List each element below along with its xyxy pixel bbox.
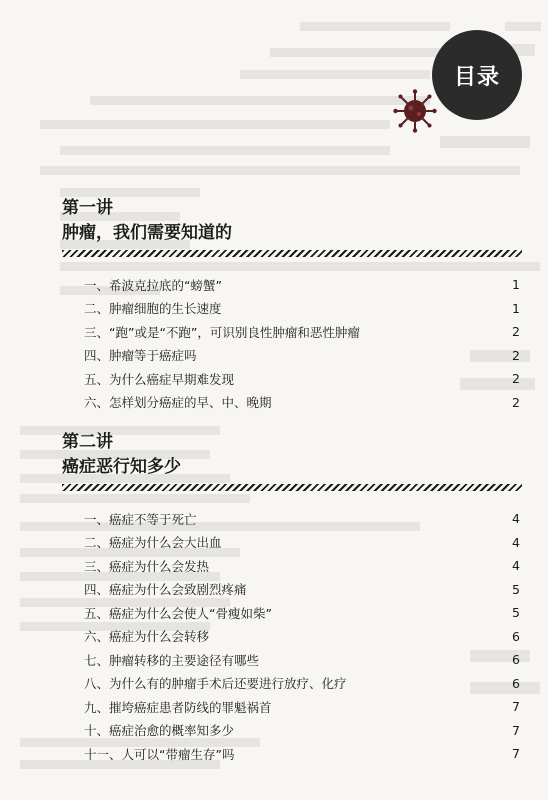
section-title: 肿瘤，我们需要知道的	[62, 223, 232, 243]
toc-entry-page: 2	[512, 394, 520, 410]
toc-entry-label: 五、癌症为什么会使人“骨瘦如柴”	[84, 605, 272, 621]
section-number: 第二讲	[62, 432, 113, 452]
toc-entry-label: 五、为什么癌症早期难发现	[84, 371, 235, 387]
toc-entry-label: 六、怎样划分癌症的早、中、晚期	[84, 395, 272, 411]
toc-entry[interactable]	[62, 695, 522, 719]
toc-entry-label: 二、肿瘤细胞的生长速度	[84, 301, 222, 317]
toc-entry-page: 6	[512, 652, 520, 668]
toc-entry-label: 六、癌症为什么会转移	[84, 629, 210, 645]
toc-entry-page: 4	[512, 558, 520, 574]
section-lecture-1	[62, 196, 522, 414]
toc-entry-label: 四、癌症为什么会致剧烈疼痛	[84, 582, 247, 598]
toc-entry-label: 八、为什么有的肿瘤手术后还要进行放疗、化疗	[84, 676, 347, 692]
toc-entry-page: 2	[512, 347, 520, 363]
toc-entry[interactable]	[62, 531, 522, 555]
toc-entry[interactable]	[62, 578, 522, 602]
toc-entry[interactable]	[62, 273, 522, 297]
section-divider	[62, 484, 522, 491]
section-divider	[62, 250, 522, 257]
toc-entry[interactable]	[62, 554, 522, 578]
toc-entry-label: 九、摧垮癌症患者防线的罪魁祸首	[84, 699, 272, 715]
contents-badge-label: 目录	[453, 64, 500, 90]
toc-entry-page: 4	[512, 534, 520, 550]
section-number: 第一讲	[62, 198, 113, 218]
toc-entry-page: 1	[512, 300, 520, 316]
toc-entry[interactable]	[62, 625, 522, 649]
toc-entry-label: 三、“跑”或是“不跑”，可识别良性肿瘤和恶性肿瘤	[84, 324, 360, 340]
toc-entry-page: 2	[512, 371, 520, 387]
toc-entry-label: 三、癌症为什么会发热	[84, 558, 210, 574]
toc-entry-label: 十一、人可以“带瘤生存”吗	[84, 746, 235, 762]
toc-entry[interactable]	[62, 391, 522, 415]
toc-entry[interactable]	[62, 320, 522, 344]
virus-icon	[392, 88, 438, 134]
toc-entry-page: 7	[512, 722, 520, 738]
toc-entry-label: 一、希波克拉底的“螃蟹”	[84, 277, 222, 293]
toc-entry[interactable]	[62, 367, 522, 391]
section-title: 癌症恶行知多少	[62, 457, 181, 477]
toc-entry-page: 7	[512, 699, 520, 715]
toc-entry-page: 1	[512, 277, 520, 293]
toc-list	[62, 507, 522, 766]
toc-entry-label: 四、肿瘤等于癌症吗	[84, 348, 197, 364]
toc-list	[62, 273, 522, 414]
toc-entry-page: 6	[512, 675, 520, 691]
toc-entry[interactable]	[62, 742, 522, 766]
toc-entry[interactable]	[62, 648, 522, 672]
toc-entry-page: 5	[512, 605, 520, 621]
toc-entry-label: 一、癌症不等于死亡	[84, 511, 197, 527]
section-lecture-2	[62, 430, 522, 766]
toc-entry-label: 二、癌症为什么会大出血	[84, 535, 222, 551]
toc-entry-page: 2	[512, 324, 520, 340]
toc-entry[interactable]	[62, 672, 522, 696]
toc-entry[interactable]	[62, 719, 522, 743]
toc-entry-page: 6	[512, 628, 520, 644]
toc-entry[interactable]	[62, 507, 522, 531]
toc-entry-page: 5	[512, 581, 520, 597]
toc-entry-label: 十、癌症治愈的概率知多少	[84, 723, 235, 739]
toc-entry[interactable]	[62, 344, 522, 368]
toc-entry-label: 七、肿瘤转移的主要途径有哪些	[84, 652, 260, 668]
toc-entry-page: 7	[512, 746, 520, 762]
toc-entry-page: 4	[512, 511, 520, 527]
toc-entry[interactable]	[62, 601, 522, 625]
contents-badge	[432, 30, 522, 120]
toc-entry[interactable]	[62, 297, 522, 321]
